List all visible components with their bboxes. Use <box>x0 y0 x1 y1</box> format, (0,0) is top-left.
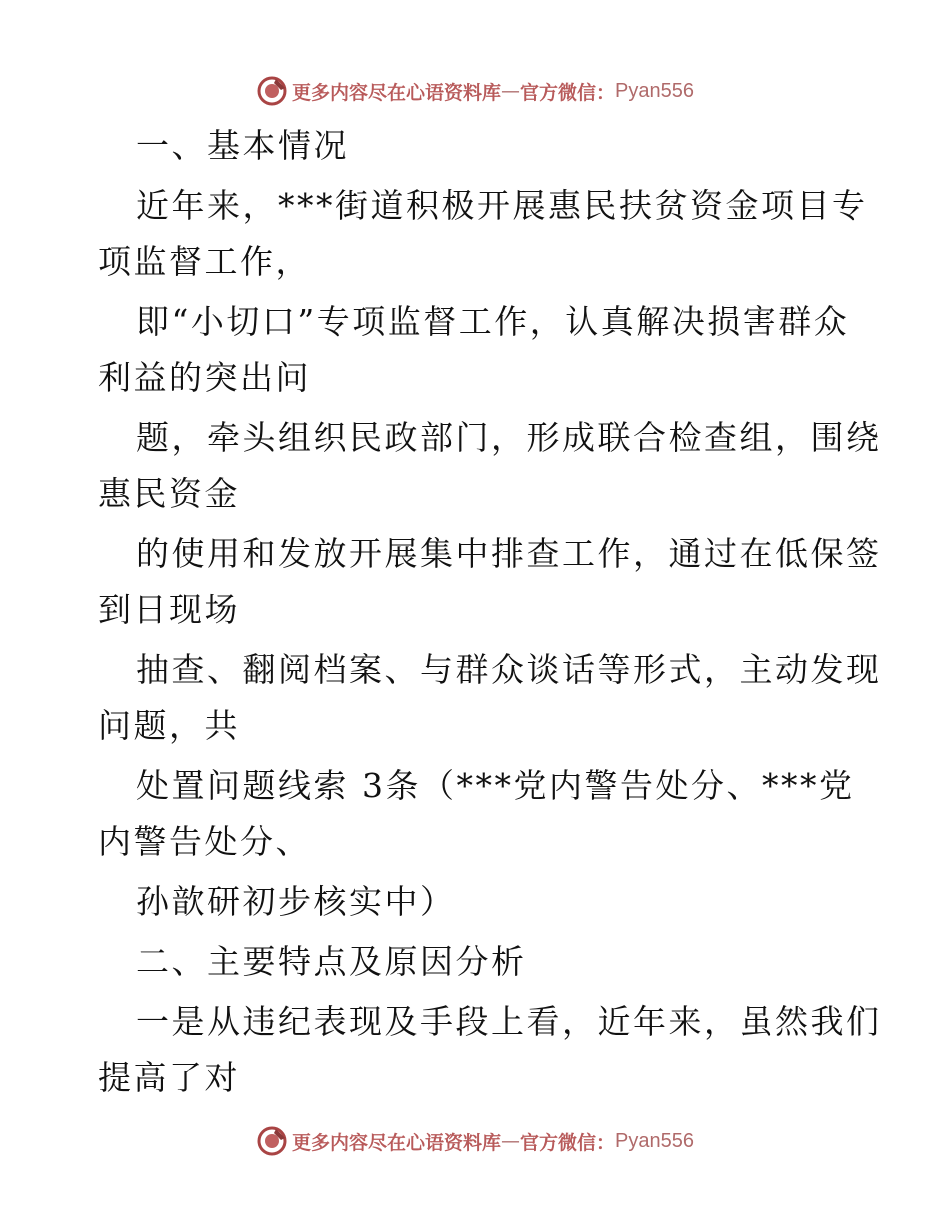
text-line: 利益的突出问 <box>98 358 311 397</box>
text-line: 题，牵头组织民政部门，形成联合检查组，围绕 <box>136 418 882 457</box>
text-line: 一是从违纪表现及手段上看，近年来，虽然我们 <box>136 1002 882 1041</box>
watermark-account: Pyan556 <box>615 79 694 102</box>
header-watermark <box>0 71 950 111</box>
text-line: 即“小切口”专项监督工作，认真解决损害群众 <box>136 302 850 341</box>
watermark-account: Pyan556 <box>615 1129 694 1152</box>
text-line: 内警告处分、 <box>98 822 311 861</box>
section-heading-2: 二、主要特点及原因分析 <box>136 942 527 981</box>
text-line: 问题，共 <box>98 706 240 745</box>
text-line: 项监督工作， <box>98 242 311 281</box>
stamp-logo-icon <box>256 1125 288 1157</box>
text-line: 到日现场 <box>98 590 240 629</box>
footer-watermark <box>0 1121 950 1161</box>
text-line: 抽查、翻阅档案、与群众谈话等形式，主动发现 <box>136 650 882 689</box>
stamp-logo-icon <box>256 75 288 107</box>
text-line: 提高了对 <box>98 1058 240 1097</box>
text-line: 的使用和发放开展集中排查工作，通过在低保签 <box>136 534 882 573</box>
watermark-wechat-label: 官方微信： <box>520 81 616 104</box>
text-line: 孙歆研初步核实中） <box>136 882 456 921</box>
watermark-separator: — <box>501 1130 521 1152</box>
watermark-separator: — <box>501 80 521 102</box>
text-line: 处置问题线索 3条（***党内警告处分、***党 <box>136 766 855 805</box>
watermark-site-text: 更多内容尽在心语资料库 <box>292 81 502 104</box>
watermark-site-text: 更多内容尽在心语资料库 <box>292 1131 502 1154</box>
text-line: 惠民资金 <box>98 474 240 513</box>
section-heading-1: 一、基本情况 <box>136 126 349 165</box>
text-line: 近年来，***街道积极开展惠民扶贫资金项目专 <box>136 186 868 225</box>
watermark-wechat-label: 官方微信： <box>520 1131 616 1154</box>
